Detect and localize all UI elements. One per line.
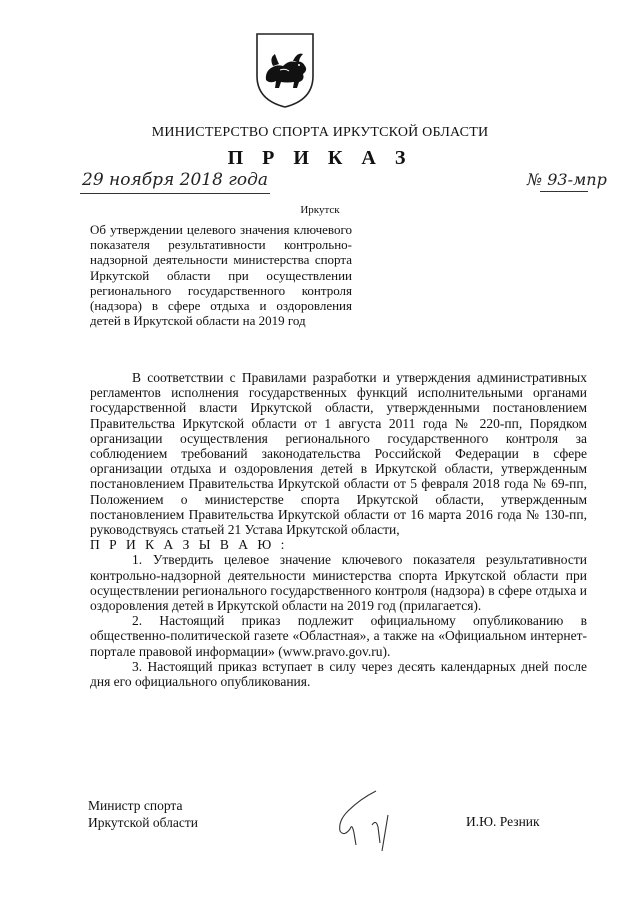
city-label: Иркутск xyxy=(300,204,340,216)
order-number: № 93-мпр xyxy=(527,170,607,189)
signer-position-line-2: Иркутской области xyxy=(88,815,199,830)
date-underline xyxy=(80,193,270,194)
item-1-paragraph: 1. Утвердить целевое значение ключевого показателя результативности контрольно-надзорной деятельности министерства спорта Иркутской области при осуществлении регионального государственного контроля (надзора) в сфере отдыха и оздоровления детей в Иркутской области на 2019 год (прилагается). xyxy=(90,552,587,614)
prikazyvayu-heading: П Р И К А З Ы В А Ю : xyxy=(90,537,288,553)
preamble-paragraph: В соответствии с Правилами разработки и утверждения административных регламентов исполнения государственных функций исполнительными органами государственной власти Иркутской области, утвержденными постановлением Правительства Иркутской области от 1 августа 2011 года № 220-пп, Порядком организации осуществления регионального государственного контроля за соблюдением требований законодательства Российской Федерации в сфере организации отдыха и оздоровления детей в Иркутской области, утвержденным постановлением Правительства Иркутской области от 5 февраля 2018 года № 69-пп, Положением о министерстве спорта Иркутской области, утвержденным постановлением Правительства Иркутской области от 16 марта 2016 года № 130-пп, руководствуясь статьей 21 Устава Иркутской области, xyxy=(90,370,587,538)
order-date: 29 ноября 2018 года xyxy=(82,170,269,190)
order-body xyxy=(90,370,587,689)
document-title: П Р И К А З xyxy=(227,147,413,169)
number-underline xyxy=(540,191,588,192)
item-3-paragraph: 3. Настоящий приказ вступает в силу через десять календарных дней после дня его официального опубликования. xyxy=(90,658,587,690)
item-2-paragraph: 2. Настоящий приказ подлежит официальному опубликованию в общественно-политической газете «Областная», а также на «Официальном интернет-портале правовой информации» (www.pravo.gov.ru). xyxy=(90,613,587,659)
handwritten-signature xyxy=(330,785,410,855)
signer-name: И.Ю. Резник xyxy=(466,814,540,829)
coat-of-arms-emblem xyxy=(253,30,317,110)
order-subject: Об утверждении целевого значения ключевого показателя результативности контрольно-надзорной деятельности министерства спорта Иркутской области при осуществлении регионального государственного контроля (надзора) в сфере отдыха и оздоровления детей в Иркутской области на 2019 год xyxy=(90,222,352,329)
signer-position-line-1: Министр спорта xyxy=(88,798,183,813)
signer-position xyxy=(88,797,198,831)
ministry-name: МИНИСТЕРСТВО СПОРТА ИРКУТСКОЙ ОБЛАСТИ xyxy=(151,125,489,140)
